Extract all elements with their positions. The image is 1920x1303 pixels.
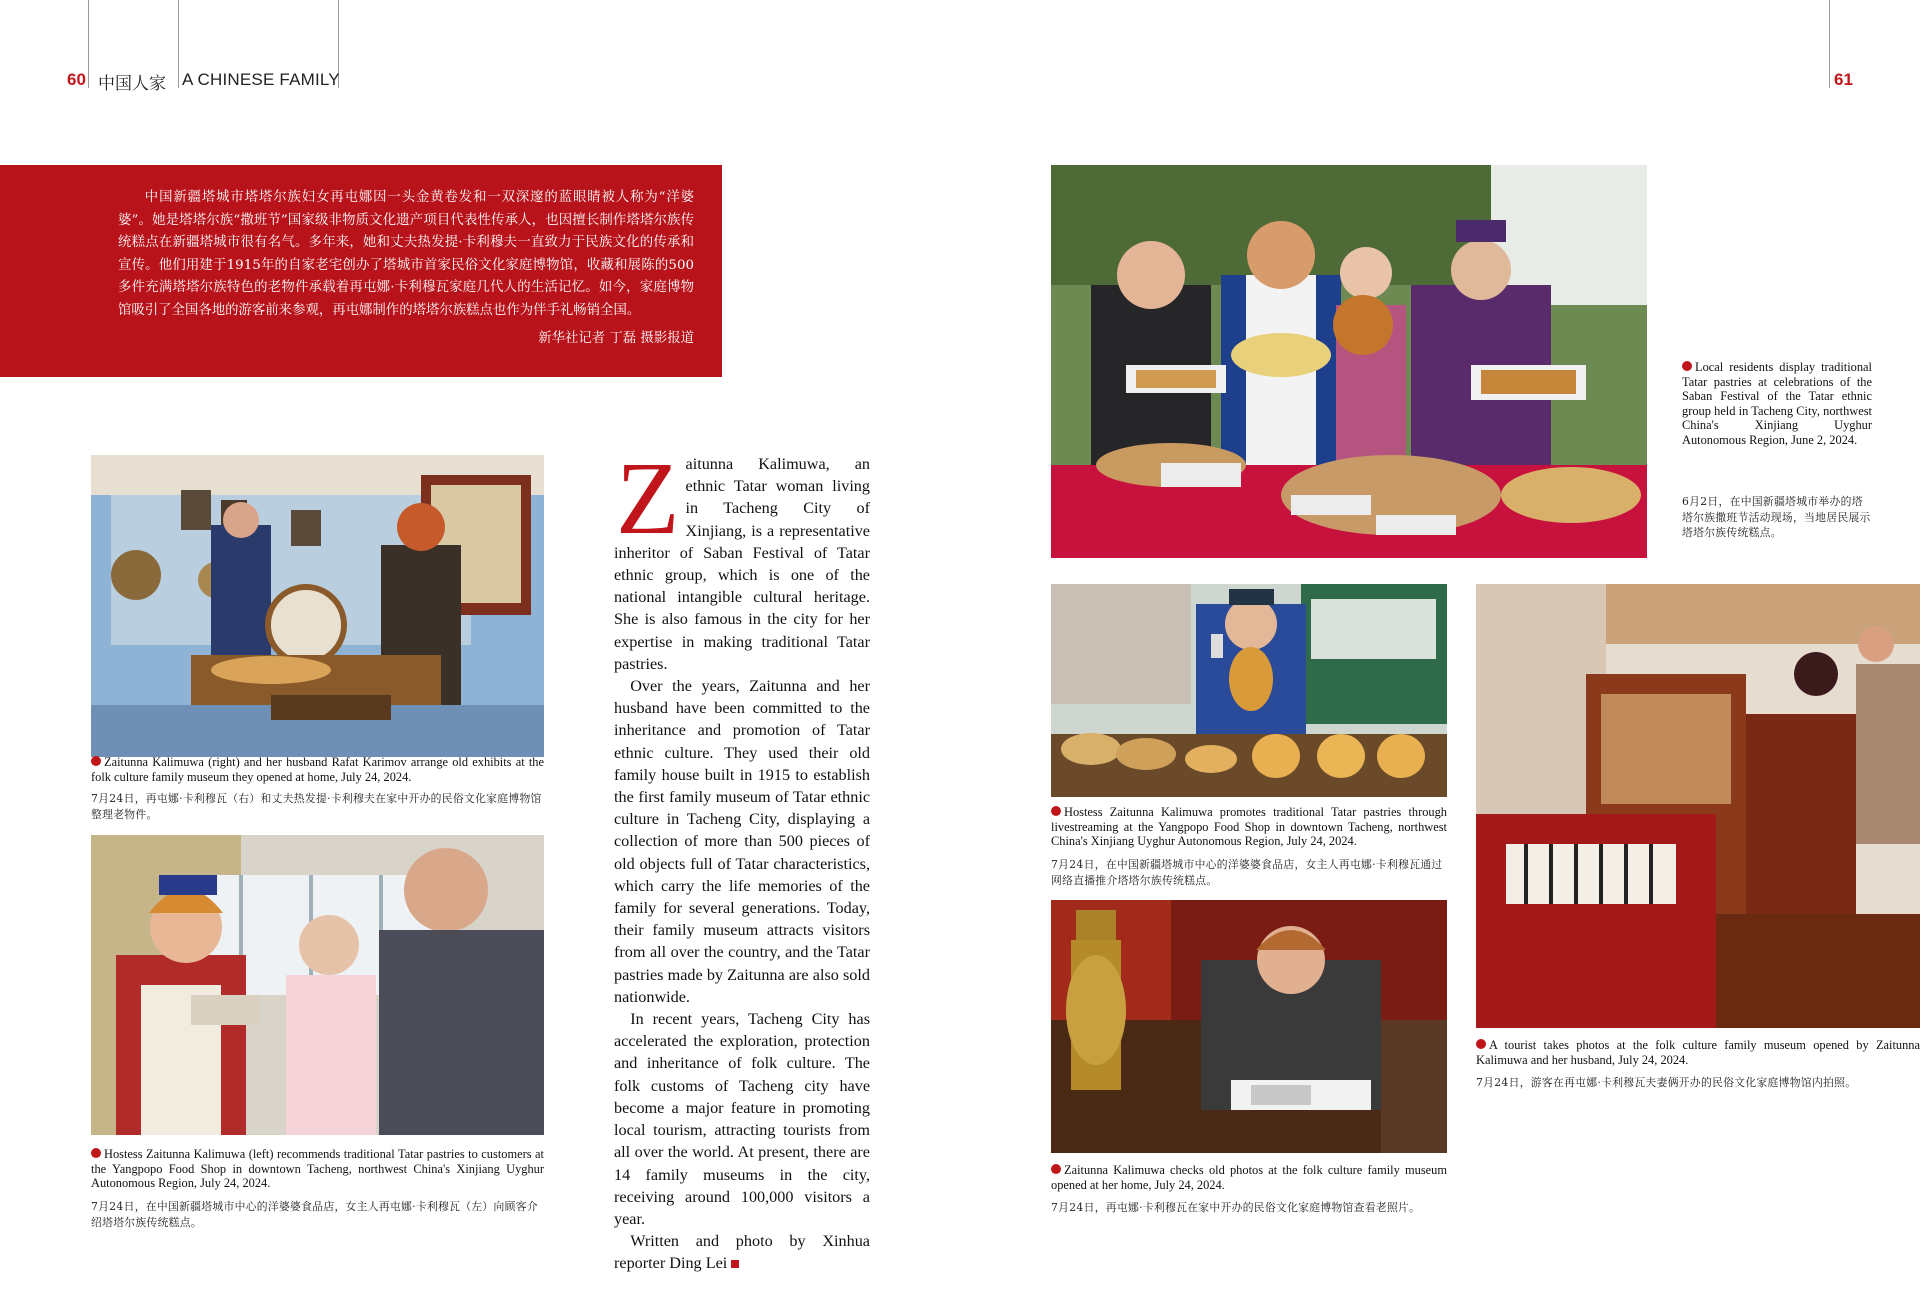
- intro-credit: 新华社记者 丁磊 摄影报道: [538, 330, 694, 346]
- photo-tourist: [1476, 584, 1920, 1028]
- article-byline: [614, 1230, 870, 1274]
- article-paragraph-1-text: aitunna Kalimuwa, an ethnic Tatar woman living in Tacheng City of Xinjiang, is a representative inheritor of Saban Festival of Tatar ethnic group, which is one of the national intangible cultural heritage. She is also famous in the city for her expertise in making traditional Tatar pastries.: [614, 455, 870, 673]
- caption-marker-icon: [1476, 1039, 1486, 1049]
- caption-marker-icon: [1682, 361, 1692, 371]
- caption-3-en: [1682, 360, 1872, 448]
- caption-marker-icon: [91, 1148, 101, 1158]
- photo-museum-exhibits: [91, 455, 544, 757]
- intro-text: 中国新疆塔城市塔塔尔族妇女再屯娜因一头金黄卷发和一双深邃的蓝眼睛被人称为“洋婆婆”。她是塔塔尔族“撒班节”国家级非物质文化遗产项目代表性传承人，也因擅长制作塔塔尔族传统糕点在新疆塔城市很有名气。多年来，她和丈夫热发提·卡利穆夫一直致力于民族文化的传承和宣传。他们用建于1915年的自家老宅创办了塔城市首家民俗文化家庭博物馆，收藏和展陈的500多件充满塔塔尔族特色的老物件承载着再屯娜·卡利穆瓦家庭几代人的生活记忆。如今，家庭博物馆吸引了全国各地的游客前来参观，再屯娜制作的塔塔尔族糕点也作为伴手礼畅销全国。: [118, 190, 694, 318]
- article-byline-text: Written and photo by Xinhua reporter Ding Lei: [614, 1232, 870, 1273]
- caption-4-en: [1051, 805, 1447, 849]
- caption-3-en-text: Local residents display traditional Tatar pastries at celebrations of the Saban Festival of the Tatar ethnic group held in Tacheng City, northwest China's Xinjiang Uyghur Autonomous Region, June 2, 2024.: [1682, 360, 1872, 447]
- photo-saban-festival: [1051, 165, 1647, 558]
- caption-2-en: [91, 1147, 544, 1191]
- article-paragraph-2: Over the years, Zaitunna and her husband have been committed to the inheritance and promotion of Tatar ethnic culture. They used their old family house built in 1915 to establish the first family museum of Tatar ethnic culture in Tacheng City, displaying a collection of more than 500 pieces of old objects full of Tatar characteristics, which carry the life memories of the family for several generations. Today, their family museum attracts visitors from all over the country, and the Tatar pastries made by Zaitunna are also sold nationwide.: [614, 677, 870, 1006]
- header-right-rule: [1829, 0, 1830, 88]
- page-number-left: 60: [67, 70, 86, 89]
- page-number-right: 61: [1834, 70, 1853, 89]
- end-mark: [731, 1260, 739, 1268]
- drop-cap: Z: [616, 441, 680, 556]
- caption-5-en: [1051, 1163, 1447, 1192]
- photo-livestreaming: [1051, 584, 1447, 797]
- section-title-cn: 中国人家: [98, 74, 166, 94]
- caption-4-cn: 7月24日，在中国新疆塔城市中心的洋婆婆食品店，女主人再屯娜·卡利穆瓦通过网络直播推介塔塔尔族传统糕点。: [1051, 858, 1443, 887]
- caption-marker-icon: [1051, 1164, 1061, 1174]
- caption-6-en: [1476, 1038, 1920, 1067]
- intro-block: [0, 165, 722, 377]
- caption-2-cn: 7月24日，在中国新疆塔城市中心的洋婆婆食品店，女主人再屯娜·卡利穆瓦（左）向顾客介绍塔塔尔族传统糕点。: [91, 1200, 538, 1229]
- caption-marker-icon: [1051, 806, 1061, 816]
- caption-1-en-text: Zaitunna Kalimuwa (right) and her husband Rafat Karimov arrange old exhibits at the folk culture family museum they opened at home, July 24, 2024.: [91, 755, 544, 784]
- caption-3-cn: 6月2日，在中国新疆塔城市举办的塔塔尔族撒班节活动现场，当地居民展示塔塔尔族传统糕点。: [1682, 495, 1871, 539]
- header-mid-rule: [178, 0, 179, 88]
- caption-marker-icon: [91, 756, 101, 766]
- article-paragraph-1: [614, 441, 870, 675]
- section-title-en: A CHINESE FAMILY: [182, 70, 340, 89]
- photo-recommending-pastries: [91, 835, 544, 1135]
- caption-6-cn: 7月24日，游客在再屯娜·卡利穆瓦夫妻俩开办的民俗文化家庭博物馆内拍照。: [1476, 1076, 1857, 1089]
- caption-5-cn: 7月24日，再屯娜·卡利穆瓦在家中开办的民俗文化家庭博物馆查看老照片。: [1051, 1201, 1421, 1214]
- caption-4-en-text: Hostess Zaitunna Kalimuwa promotes traditional Tatar pastries through livestreaming at the Yangpopo Food Shop in downtown Tacheng, northwest China's Xinjiang Uyghur Autonomous Region, July 24, 2024.: [1051, 805, 1447, 849]
- header-left-rule: [88, 0, 89, 88]
- caption-6-en-text: A tourist takes photos at the folk culture family museum opened by Zaitunna Kalimuwa and her husband, July 24, 2024.: [1476, 1038, 1920, 1067]
- article-paragraph-3: In recent years, Tacheng City has accelerated the exploration, protection and inheritance of folk culture. The folk customs of Tacheng city have become a major feature in promoting local tourism, attracting tourists from all over the world. At present, there are 14 family museums in the city, receiving around 100,000 visitors a year.: [614, 1010, 870, 1228]
- caption-5-en-text: Zaitunna Kalimuwa checks old photos at the folk culture family museum opened at her home, July 24, 2024.: [1051, 1163, 1447, 1192]
- caption-2-en-text: Hostess Zaitunna Kalimuwa (left) recommends traditional Tatar pastries to customers at the Yangpopo Food Shop in downtown Tacheng, northwest China's Xinjiang Uyghur Autonomous Region, July 24, 2024.: [91, 1147, 544, 1191]
- photo-old-photos: [1051, 900, 1447, 1153]
- caption-1-en: [91, 755, 544, 784]
- caption-1-cn: 7月24日，再屯娜·卡利穆瓦（右）和丈夫热发提·卡利穆夫在家中开办的民俗文化家庭博物馆整理老物件。: [91, 792, 542, 821]
- article-body: [614, 441, 870, 1275]
